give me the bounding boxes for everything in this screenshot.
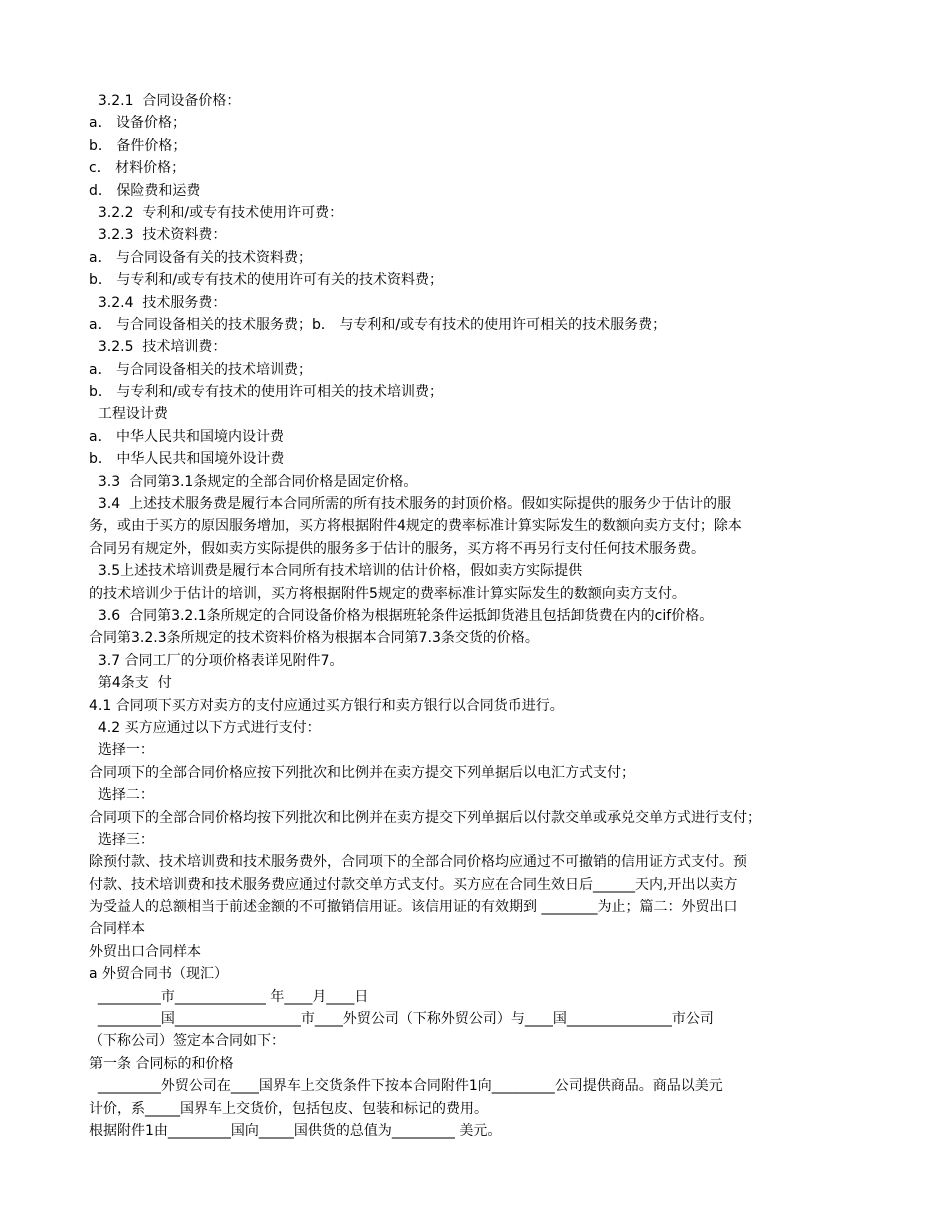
text-line: a． 与合同设备相关的技术服务费；b． 与专利和/或专有技术的使用许可相关的技术服务费；	[89, 316, 667, 333]
text-line: _________国__________________市____外贸公司（下称外贸公司）与____国_______________市公司	[89, 1011, 714, 1028]
text-line: 3.2.3 技术资料费：	[89, 227, 227, 244]
text-line: a 外贸合同书（现汇）	[89, 966, 229, 983]
text-line: _________市_____________ 年____月____日	[89, 988, 369, 1005]
text-line: b． 中华人民共和国境外设计费	[89, 451, 285, 468]
text-line: 3.6 合同第3.2.1条所规定的合同设备价格为根据班轮条件运抵卸货港且包括卸货费在内的cif价格。	[89, 607, 714, 624]
text-line: 3.2.5 技术培训费：	[89, 339, 227, 356]
text-line: b． 与专利和/或专有技术的使用许可相关的技术培训费；	[89, 384, 444, 401]
text-line: 3.7 合同工厂的分项价格表详见附件7。	[89, 652, 344, 669]
text-line: 外贸出口合同样本	[89, 943, 201, 960]
text-line: a． 设备价格；	[89, 115, 187, 132]
text-line: a． 与合同设备有关的技术资料费；	[89, 249, 313, 266]
document-body	[89, 90, 879, 1142]
text-line: 除预付款、技术培训费和技术服务费外，合同项下的全部合同价格均应通过不可撤销的信用证方式支付。预	[89, 854, 747, 871]
text-line: 合同项下的全部合同价格应按下列批次和比例并在卖方提交下列单据后以电汇方式支付；	[89, 764, 635, 781]
text-line: 3.3 合同第3.1条规定的全部合同价格是固定价格。	[89, 473, 418, 490]
text-line: 3.2.1 合同设备价格：	[89, 93, 241, 109]
text-line: c． 材料价格；	[89, 160, 186, 177]
text-line: 工程设计费	[89, 406, 168, 423]
text-line: （下称公司）签定本合同如下：	[89, 1033, 285, 1050]
text-line: 3.5上述技术培训费是履行本合同所有技术培训的估计价格，假如卖方实际提供	[89, 563, 583, 580]
text-line: 选择三：	[89, 831, 154, 848]
text-line: b． 与专利和/或专有技术的使用许可有关的技术资料费；	[89, 272, 444, 289]
text-line: 合同项下的全部合同价格均按下列批次和比例并在卖方提交下列单据后以付款交单或承兑交单方式进行支付；	[89, 809, 761, 826]
text-line: 第一条 合同标的和价格	[89, 1055, 234, 1072]
text-line: 计价，系_____国界车上交货价，包括包皮、包装和标记的费用。	[89, 1100, 488, 1117]
text-line: 选择二：	[89, 787, 154, 804]
text-line: d． 保险费和运费	[89, 182, 201, 199]
text-line: 合同样本	[89, 921, 145, 938]
text-line: 3.2.2 专利和/或专有技术使用许可费：	[89, 204, 344, 221]
text-line: 的技术培训少于估计的培训，买方将根据附件5规定的费率标准计算实际发生的数额向卖方支付。	[89, 585, 686, 602]
text-line: 为受益人的总额相当于前述金额的不可撤销信用证。该信用证的有效期到 ________为止；篇二：外贸出口	[89, 899, 738, 916]
text-line: _________外贸公司在____国界车上交货条件下按本合同附件1向_________公司提供商品。商品以美元	[89, 1078, 723, 1095]
text-line: a． 中华人民共和国境内设计费	[89, 428, 285, 445]
text-line: 合同另有规定外，假如卖方实际提供的服务多于估计的服务，买方将不再另行支付任何技术服务费。	[89, 540, 705, 557]
text-line: 选择一：	[89, 742, 154, 759]
text-line: a． 与合同设备相关的技术培训费；	[89, 361, 313, 378]
text-line: 4.2 买方应通过以下方式进行支付：	[89, 719, 321, 736]
text-line: b． 备件价格；	[89, 137, 187, 154]
text-line: 付款、技术培训费和技术服务费应通过付款交单方式支付。买方应在合同生效日后______天内,开出以卖方	[89, 876, 738, 893]
text-line: 第4条支 付	[89, 675, 172, 692]
text-line: 3.4 上述技术服务费是履行本合同所需的所有技术服务的封顶价格。假如实际提供的服务少于估计的服	[89, 496, 732, 513]
text-line: 根据附件1由_________国向_____国供货的总值为_________ 美元。	[89, 1122, 502, 1139]
text-line: 合同第3.2.3条所规定的技术资料价格为根据本合同第7.3条交货的价格。	[89, 630, 539, 647]
text-line: 务，或由于买方的原因服务增加，买方将根据附件4规定的费率标准计算实际发生的数额向卖方支付；除本	[89, 518, 742, 535]
text-line: 4.1 合同项下买方对卖方的支付应通过买方银行和卖方银行以合同货币进行。	[89, 697, 564, 714]
text-line: 3.2.4 技术服务费：	[89, 294, 227, 311]
